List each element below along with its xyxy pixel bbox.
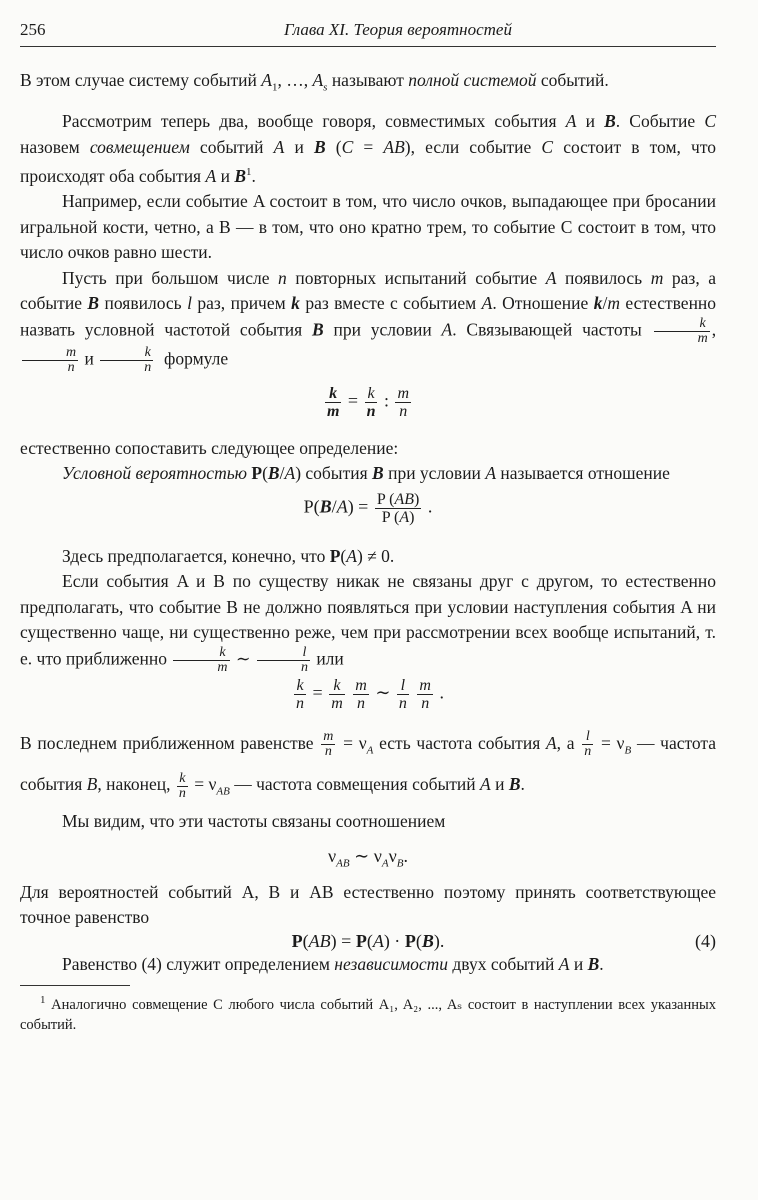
equation-approx: $\frac{k}{n}$ = $\frac{k}{m}$ $\frac{m}{n}$ ∼ $\frac{l}{n}$ $\frac{m}{n}$ . xyxy=(296,676,444,712)
footnote xyxy=(20,990,716,1035)
footnote-text: Аналогично совмещение C любого числа событий A₁, A₂, ..., Aₛ состоит в наступлении всех указанных событий. xyxy=(20,997,716,1034)
paragraph-7: Если события A и B по существу никак не связаны друг с другом, то естественно предполагать, что событие B не должно появляться при условии наступления события A ни существенно чаще, ни существенно реже, чем при рассмотрении всех вообще испытаний, т. е. что приближенно $\frac{k}{m}$ ∼ $\frac{l}{n}$ или xyxy=(20,571,716,675)
paragraph-1: В этом случае систему событий $A_1$, …, $A_s$ называют полной системой событий. xyxy=(20,70,609,94)
equation-freq: $\frac{k}{m}$ = $\frac{k}{n}$ : $\frac{m}{n}$ xyxy=(326,384,410,420)
term-full-system: полной системой xyxy=(408,70,537,90)
paragraph-8: В последнем приближенном равенстве $\frac{m}{n}$ = $\nu_A$ есть частота события A, а $\frac{l}{n}$ = $\nu_B$ — частота события B, наконец, $\frac{k}{n}$ = $\nu_{AB}$ — частота совмещения событий A и B. xyxy=(20,729,717,801)
term-combination: совмещением xyxy=(89,136,190,157)
page-number: 256 xyxy=(20,20,46,39)
paragraph-11: Равенство (4) служит определением независимости двух событий A и B. xyxy=(62,953,604,974)
paragraph-9: Мы видим, что эти частоты связаны соотношением xyxy=(62,810,446,831)
paragraph-3: Например, если событие A состоит в том, что число очков, выпадающее при бросании игральной кости, четно, а B — в том, что оно кратно трем, то событие C состоит в том, что число очков равно шести. xyxy=(20,191,716,263)
term-independence: независимости xyxy=(334,953,449,974)
equation-freq-product: $\nu_{AB}$ ∼ $\nu_A\nu_B$. xyxy=(328,846,408,870)
footnote-marker: 1 xyxy=(40,994,46,1007)
page xyxy=(20,16,716,1035)
paragraph-5: Условной вероятностью P(B/A) события B при условии A называется отношение xyxy=(62,463,670,484)
equation-conditional: P(B/A) = $\frac{P (AB)}{P (A)}$ . xyxy=(303,490,433,526)
paragraph-6: Здесь предполагается, конечно, что P(A) ≠ 0. xyxy=(62,545,395,566)
paragraph-2: Рассмотрим теперь два, вообще говоря, совместимых события A и B. Событие C назовем совмещением событий A и B (C = AB), если событие C состоит в том, что происходят оба события A и $B^1$. xyxy=(20,111,716,186)
running-title: Глава XI. Теория вероятностей xyxy=(284,20,512,39)
header-rule xyxy=(20,46,716,47)
paragraph-4: Пусть при большом числе n повторных испытаний событие A появилось m раз, а событие B появилось l раз, причем k раз вместе с событием A. Отношение k/m естественно назвать условной частотой события B при условии A. Связывающей частоты $\frac{k}{m}$ , $\frac{m}{n}$ и $\frac{k}{n}$ формуле xyxy=(20,267,717,375)
equation-independence: P(AB) = P(A) · P(B). (4) xyxy=(291,930,716,951)
term-conditional-probability: Условной вероятностью xyxy=(62,463,248,484)
paragraph-10: Для вероятностей событий A, B и AB естественно поэтому принять соответствующее точное равенство xyxy=(20,881,716,928)
equation-number: (4) xyxy=(695,930,716,951)
footnote-rule xyxy=(20,985,130,986)
paragraph-5-lead: естественно сопоставить следующее определение: xyxy=(20,437,399,458)
page-header xyxy=(20,16,716,46)
